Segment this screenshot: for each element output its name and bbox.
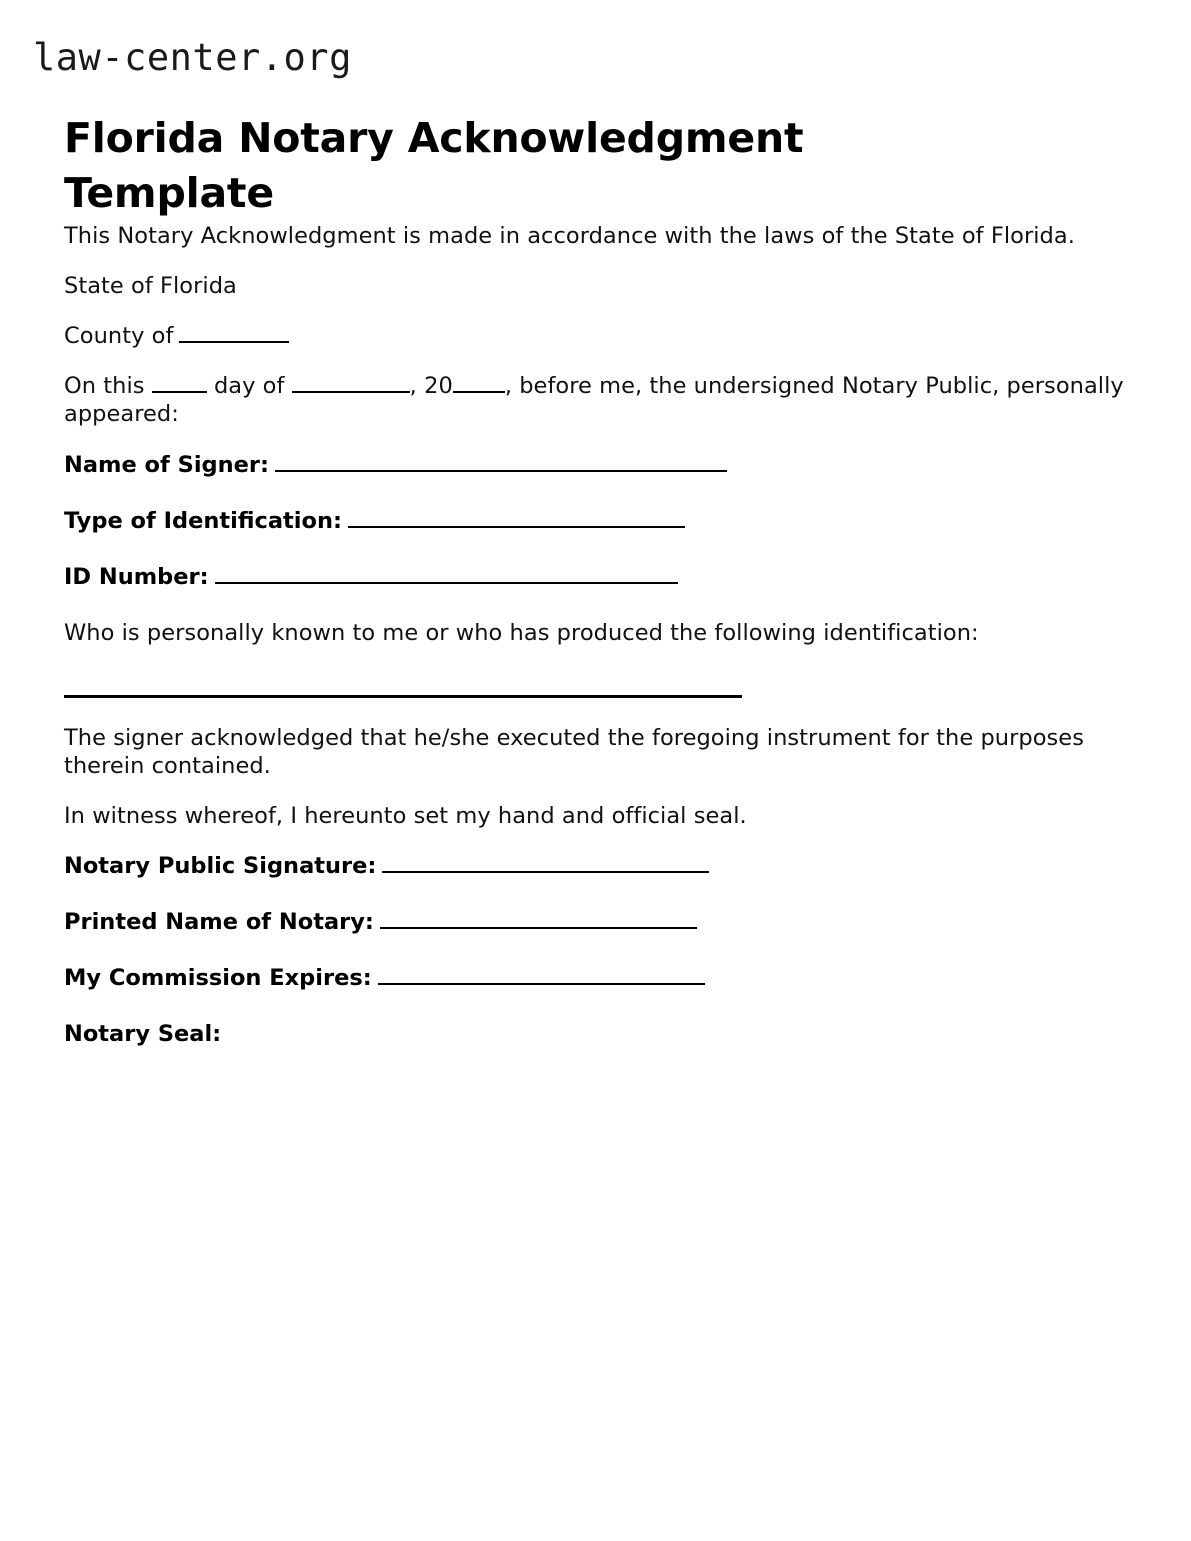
identification-blank-field[interactable] [64, 695, 742, 698]
acknowledgment-paragraph: The signer acknowledged that he/she executed the foregoing instrument for the purposes therein contained. [64, 725, 1084, 779]
document-body [64, 222, 1124, 1076]
date-line-suffix: , before me, the undersigned Notary Public, personally appeared: [64, 373, 1124, 427]
page-title: Florida Notary Acknowledgment Template [64, 114, 804, 218]
identification-blank-row [64, 669, 1124, 698]
state-line: State of Florida [64, 273, 237, 299]
county-label: County of [64, 323, 174, 349]
field-id-number [64, 563, 1124, 591]
witness-paragraph: In witness whereof, I hereunto set my hand and official seal. [64, 803, 747, 829]
month-blank-field[interactable] [292, 377, 410, 393]
name-of-signer-blank-field[interactable] [275, 455, 727, 472]
commission-expires-blank-field[interactable] [378, 968, 705, 985]
type-of-identification-blank-field[interactable] [348, 511, 685, 528]
field-printed-name-of-notary [64, 908, 1124, 936]
day-blank-field[interactable] [152, 377, 207, 393]
year-blank-field[interactable] [453, 377, 505, 393]
field-label: My Commission Expires: [64, 965, 372, 991]
field-notary-public-signature [64, 852, 1124, 880]
printed-name-blank-field[interactable] [380, 912, 697, 929]
field-label: Name of Signer: [64, 452, 270, 478]
date-line [64, 372, 1124, 428]
date-line-prefix: On this [64, 373, 145, 399]
id-number-blank-field[interactable] [215, 567, 678, 584]
intro-paragraph: This Notary Acknowledgment is made in accordance with the laws of the State of Florida. [64, 223, 1075, 249]
notary-seal-label: Notary Seal: [64, 1021, 222, 1047]
county-blank-field[interactable] [179, 327, 289, 343]
field-label: Printed Name of Notary: [64, 909, 374, 935]
county-line [64, 322, 1124, 350]
site-brand: law-center.org [33, 36, 352, 79]
personally-known-line: Who is personally known to me or who has produced the following identification: [64, 620, 979, 646]
field-label: Type of Identification: [64, 508, 342, 534]
date-line-year-prefix: , 20 [409, 373, 453, 399]
field-name-of-signer [64, 451, 1124, 479]
field-label: ID Number: [64, 564, 209, 590]
field-my-commission-expires [64, 964, 1124, 992]
field-notary-seal [64, 1020, 1124, 1048]
field-label: Notary Public Signature: [64, 853, 377, 879]
date-line-mid: day of [213, 373, 285, 399]
field-type-of-identification [64, 507, 1124, 535]
notary-signature-blank-field[interactable] [382, 856, 709, 873]
